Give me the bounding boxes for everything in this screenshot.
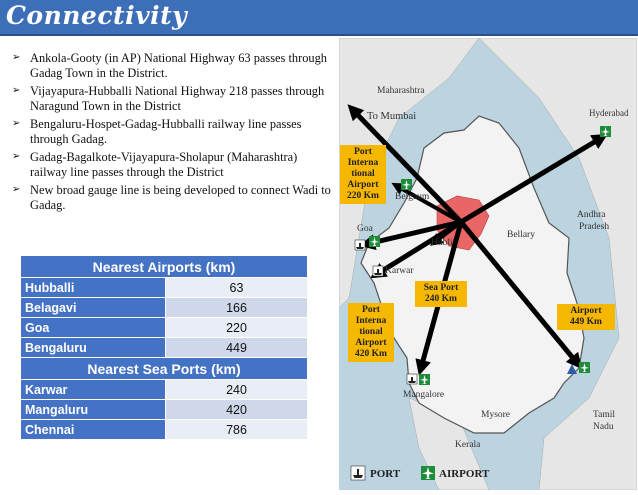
port-icon: [355, 240, 365, 250]
legend-airport-icon: [421, 466, 435, 480]
seaport-distance: 786: [166, 420, 308, 440]
callout-line: tional: [359, 327, 383, 337]
callout-line: 420 Km: [355, 349, 387, 359]
airport-icon: [369, 236, 380, 247]
seaport-name: Mangaluru: [21, 400, 166, 420]
airport-name: Goa: [21, 318, 166, 338]
airport-distance: 63: [166, 278, 308, 298]
callout-line: tional: [351, 169, 375, 179]
bullet-item: [10, 84, 335, 113]
label-mysore: Mysore: [481, 410, 511, 420]
bullet-item: [10, 51, 335, 80]
label-kerala: Kerala: [455, 440, 481, 450]
arrow-bullet-icon: ➢: [12, 151, 21, 162]
airport-icon: [401, 179, 412, 190]
callout-line: Sea Port: [423, 283, 459, 293]
callout-airport: [557, 304, 615, 330]
legend-airport-label: AIRPORT: [439, 468, 490, 480]
airport-name: Belagavi: [21, 298, 166, 318]
callout-sea-port: [415, 281, 467, 307]
connectivity-table: [20, 255, 308, 440]
label-andhra: Andhra: [577, 210, 606, 220]
arrow-bullet-icon: ➢: [12, 184, 21, 195]
label-belgaum: Belgaum: [395, 192, 430, 202]
airport-icon: [419, 374, 430, 385]
callout-line: 240 Km: [425, 294, 457, 304]
arrow-bullet-icon: ➢: [12, 85, 21, 96]
airports-table-title: Nearest Airports (km): [21, 256, 308, 278]
seaport-distance: 420: [166, 400, 308, 420]
seaport-name: Karwar: [21, 380, 166, 400]
label-tamil: Tamil: [593, 410, 616, 420]
bullet-text: Vijayapura-Hubballi National Highway 218 passes through Naragund Town in the District: [30, 84, 325, 113]
arrow-bullet-icon: ➢: [12, 52, 21, 63]
airport-icon: [600, 126, 611, 137]
airport-distance: 166: [166, 298, 308, 318]
callout-line: Airport: [570, 306, 602, 316]
label-maharashtra: Maharashtra: [377, 86, 425, 96]
airport-name: Bengaluru: [21, 338, 166, 358]
port-icon: [407, 374, 417, 384]
bullet-text: Gadag-Bagalkote-Vijayapura-Sholapur (Maharashtra) railway line passes through the District: [30, 150, 298, 179]
callout-line: Airport: [347, 180, 379, 190]
callout-line: 449 Km: [570, 317, 602, 327]
connectivity-map: [339, 38, 637, 490]
seaports-table-title: Nearest Sea Ports (km): [21, 358, 308, 380]
label-hubli: Hubli: [431, 238, 453, 248]
callout-line: Airport: [355, 338, 387, 348]
bullet-text: Bengaluru-Hospet-Gadag-Hubballi railway line passes through Gadag.: [30, 117, 302, 146]
label-karwar: Karwar: [385, 266, 414, 276]
callout-port-airport-mangalore: [348, 303, 394, 362]
airport-distance: 220: [166, 318, 308, 338]
label-nadu: Nadu: [593, 422, 614, 432]
callout-line: 220 Km: [347, 191, 379, 201]
label-bellary: Bellary: [507, 230, 535, 240]
arrow-bullet-icon: ➢: [12, 118, 21, 129]
airport-distance: 449: [166, 338, 308, 358]
bullet-text: New broad gauge line is being developed to connect Wadi to Gadag.: [30, 183, 331, 212]
bullet-item: [10, 150, 335, 179]
airport-icon: [579, 362, 590, 373]
bullet-text: Ankola-Gooty (in AP) National Highway 63 passes through Gadag Town in the District.: [30, 51, 327, 80]
callout-line: Port: [354, 147, 372, 157]
legend-port-label: PORT: [370, 468, 401, 480]
label-goa: Goa: [357, 224, 373, 234]
airport-name: Hubballi: [21, 278, 166, 298]
callout-line: Interna: [347, 158, 379, 168]
callout-port-airport-goa: [340, 145, 386, 204]
label-to-mumbai: To Mumbai: [367, 111, 417, 122]
header-bar: [0, 0, 638, 36]
seaport-name: Chennai: [21, 420, 166, 440]
callout-line: Interna: [355, 316, 387, 326]
callout-line: Port: [362, 305, 380, 315]
label-pradesh: Pradesh: [579, 222, 610, 232]
bullet-list: [10, 51, 335, 216]
page-title: Connectivity: [6, 1, 188, 30]
label-hyderabad: Hyderabad: [589, 108, 629, 118]
port-icon: [373, 266, 383, 276]
seaport-distance: 240: [166, 380, 308, 400]
bullet-item: [10, 117, 335, 146]
bullet-item: [10, 183, 335, 212]
label-mangalore: Mangalore: [403, 390, 445, 400]
legend-port-icon: [351, 466, 365, 480]
